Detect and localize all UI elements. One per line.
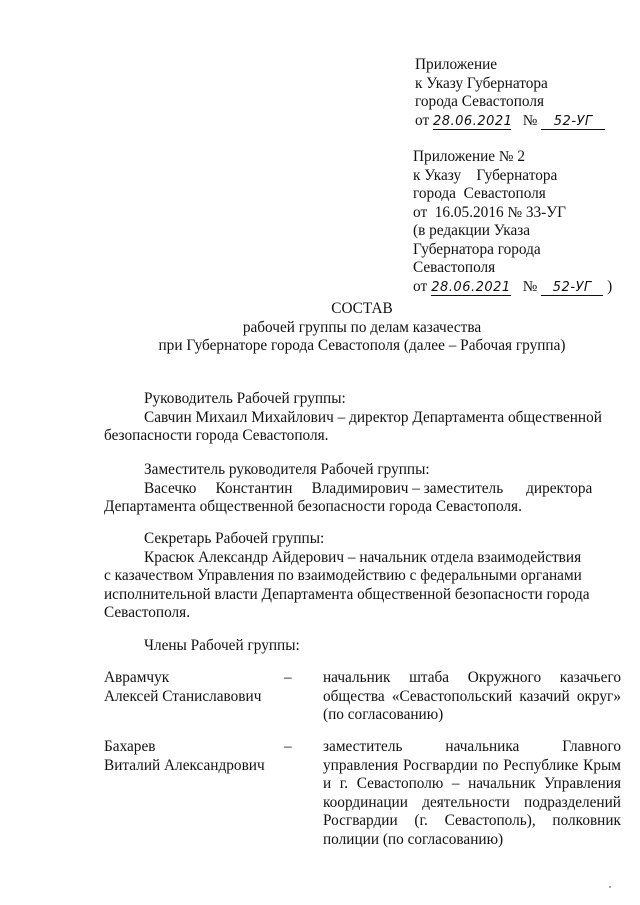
deputy-text-line-2: Департамента общественной безопасности города Севастополя. <box>104 498 522 515</box>
handwritten-date: 28.06.2021 <box>431 279 511 295</box>
appendix-1-line-1: Приложение <box>415 56 498 73</box>
document-title <box>104 300 620 356</box>
handwritten-number: 52-УГ <box>541 280 603 296</box>
secretary-text-line-1: Красюк Александр Айдерович – начальник отдела взаимодействия <box>144 548 582 566</box>
appendix-2-line-2: к Указу Губернатора <box>413 166 558 184</box>
deputy-label: Заместитель руководителя Рабочей группы: <box>144 461 430 478</box>
closing-parenthesis: ) <box>607 277 613 295</box>
member-dash: – <box>284 669 292 686</box>
appendix-2-line-6: Губернатора города <box>413 240 541 258</box>
secretary-text-line-4: Севастополя. <box>104 604 191 621</box>
appendix-2-line-3: города Севастополя <box>413 185 546 202</box>
secretary-label: Секретарь Рабочей группы: <box>144 530 325 547</box>
number-label: № <box>522 277 538 295</box>
appendix-1-header <box>415 56 625 130</box>
title-line-3: при Губернаторе города Севастополя (далее – Рабочая группа) <box>158 337 566 354</box>
appendix-2-line-1: Приложение № 2 <box>413 148 525 165</box>
appendix-2-line-5: (в редакции Указа <box>413 222 531 239</box>
appendix-2-header <box>413 148 628 296</box>
member-given-names: Алексей Станиславович <box>104 687 262 705</box>
number-label: № <box>522 111 538 129</box>
secretary-section <box>104 530 621 623</box>
scan-speck <box>609 886 611 888</box>
deputy-text-line-1: Васечко Константин Владимирович – заместитель директора <box>144 479 593 497</box>
appendix-1-line-3: города Севастополя <box>415 93 545 110</box>
from-label: от <box>413 277 428 295</box>
title-line-1: СОСТАВ <box>331 300 393 317</box>
member-role: заместитель начальника Главного управления Росгвардии по Республике Крым и г. Севастополю – начальник Управления координации деятельности подразделений Росгвардии (г. Севастополь), полковник полиции (по согласованию) <box>323 738 621 848</box>
appendix-2-date-line <box>413 278 628 297</box>
member-role: начальник штаба Окружного казачьего общества «Севастопольский казачий округ» (по согласованию) <box>323 669 621 723</box>
appendix-1-line-2: к Указу Губернатора <box>415 74 548 92</box>
appendix-2-line-7: Севастополя <box>413 259 496 276</box>
head-text-line-1: Савчин Михаил Михайлович – директор Департамента общественной <box>144 408 602 426</box>
member-name <box>104 738 294 775</box>
from-label: от <box>415 111 430 129</box>
members-label: Члены Рабочей группы: <box>144 637 300 654</box>
handwritten-date: 28.06.2021 <box>432 113 513 129</box>
secretary-text-line-3: исполнительной власти Департамента общественной безопасности города <box>104 585 590 603</box>
handwritten-number: 52-УГ <box>541 114 605 130</box>
appendix-1-date-line <box>415 112 625 131</box>
member-given-names: Виталий Александрович <box>104 756 265 774</box>
member-dash: – <box>284 738 292 755</box>
secretary-text-line-2: с казачеством Управления по взаимодействию с федеральными органами <box>104 567 582 584</box>
head-text-line-2: безопасности города Севастополя. <box>104 427 329 444</box>
member-surname: Бахарев <box>104 738 156 755</box>
appendix-2-line-4: от 16.05.2016 № 33-УГ <box>413 203 566 221</box>
member-name <box>104 669 294 706</box>
head-section <box>104 390 621 446</box>
member-surname: Аврамчук <box>104 669 170 686</box>
deputy-section <box>104 461 621 517</box>
title-line-2: рабочей группы по делам казачества <box>242 318 482 336</box>
head-label: Руководитель Рабочей группы: <box>144 390 346 407</box>
